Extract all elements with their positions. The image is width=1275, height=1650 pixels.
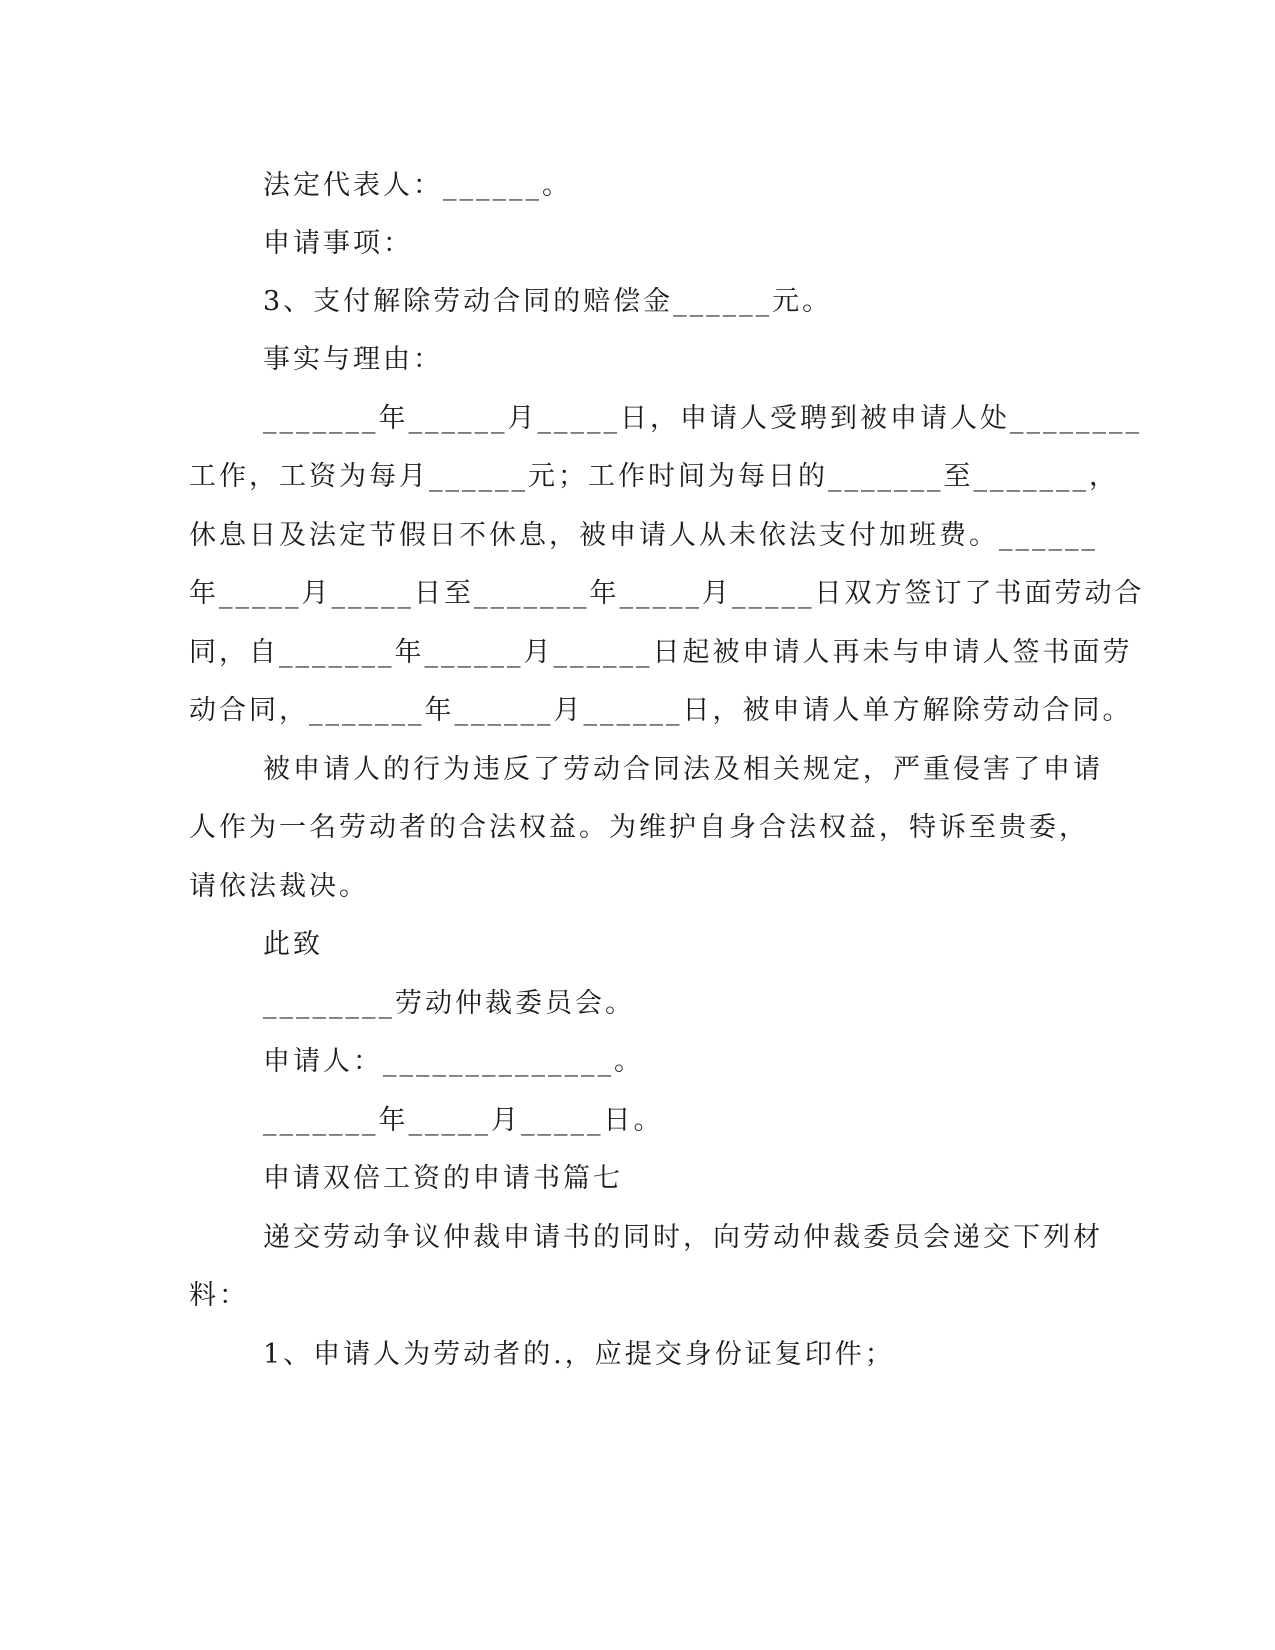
materials-paragraph-line-1: 递交劳动争议仲裁申请书的同时，向劳动仲裁委员会递交下列材	[263, 1222, 1103, 1253]
violation-paragraph-line-3: 请依法裁决。	[189, 871, 369, 902]
violation-paragraph-line-2: 人作为一名劳动者的合法权益。为维护自身合法权益，特诉至贵委，	[189, 812, 1089, 843]
application-item-3: 3、支付解除劳动合同的赔偿金______元。	[263, 286, 833, 317]
application-items-heading: 申请事项：	[263, 228, 413, 259]
materials-paragraph-line-2: 料：	[189, 1280, 249, 1311]
facts-paragraph-line-4: 年_____月_____日至_______年_____月_____日双方签订了书面劳动合	[189, 578, 1145, 609]
facts-paragraph-line-5: 同，自_______年______月______日起被申请人再未与申请人签书面劳	[189, 637, 1133, 668]
facts-paragraph-line-6: 动合同，_______年______月______日，被申请人单方解除劳动合同。	[189, 695, 1133, 726]
salutation: 此致	[263, 929, 323, 960]
applicant-signature-line: 申请人：______________。	[263, 1046, 644, 1077]
facts-paragraph-line-1: _______年______月_____日，申请人受聘到被申请人处________	[263, 403, 1142, 434]
violation-paragraph-line-1: 被申请人的行为违反了劳动合同法及相关规定，严重侵害了申请	[263, 754, 1103, 785]
facts-paragraph-line-3: 休息日及法定节假日不休息，被申请人从未依法支付加班费。______	[189, 520, 1098, 551]
section-title: 申请双倍工资的申请书篇七	[263, 1163, 623, 1194]
materials-item-1: 1、申请人为劳动者的.，应提交身份证复印件；	[263, 1339, 895, 1370]
legal-representative-line: 法定代表人：______。	[263, 170, 572, 201]
date-line: _______年_____月_____日。	[263, 1105, 664, 1136]
facts-and-reasons-heading: 事实与理由：	[263, 344, 443, 375]
facts-paragraph-line-2: 工作，工资为每月______元；工作时间为每日的_______至_______，	[189, 461, 1119, 492]
addressee-committee: ________劳动仲裁委员会。	[263, 988, 635, 1019]
